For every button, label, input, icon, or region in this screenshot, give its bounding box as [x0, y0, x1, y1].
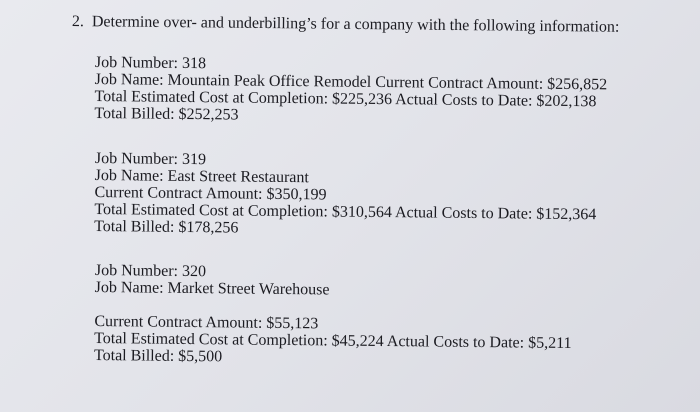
job-block-319 [94, 150, 597, 240]
contract-amount-line: Current Contract Amount: $55,123 [94, 312, 319, 333]
job-number-line: Job Number: 318 [94, 54, 207, 73]
job-block-320 [94, 262, 572, 369]
question-text: Determine over- and underbilling’s for a company with the following information: [91, 13, 620, 36]
question-number: 2. [71, 12, 84, 31]
contract-amount-line: Current Contract Amount: $350,199 [94, 183, 327, 204]
total-billed-line: Total Billed: $5,500 [93, 346, 223, 366]
estimated-cost-line: Total Estimated Cost at Completion: $45,224 Actual Costs to Date: $5,211 [94, 329, 572, 352]
job-name-line: Job Name: Mountain Peak Office Remodel Current Contract Amount: $256,852 [94, 70, 608, 94]
total-billed-line: Total Billed: $178,256 [94, 217, 239, 237]
job-number-line: Job Number: 320 [94, 262, 207, 281]
question-heading [72, 12, 620, 38]
estimated-cost-line: Total Estimated Cost at Completion: $225,236 Actual Costs to Date: $202,138 [94, 87, 597, 111]
job-block-318 [94, 54, 607, 127]
job-name-line: Job Name: Market Street Warehouse [94, 278, 330, 299]
total-billed-line: Total Billed: $252,253 [94, 104, 239, 124]
estimated-cost-line: Total Estimated Cost at Completion: $310,564 Actual Costs to Date: $152,364 [94, 200, 597, 224]
job-number-line: Job Number: 319 [94, 150, 207, 169]
job-name-line: Job Name: East Street Restaurant [94, 166, 309, 187]
